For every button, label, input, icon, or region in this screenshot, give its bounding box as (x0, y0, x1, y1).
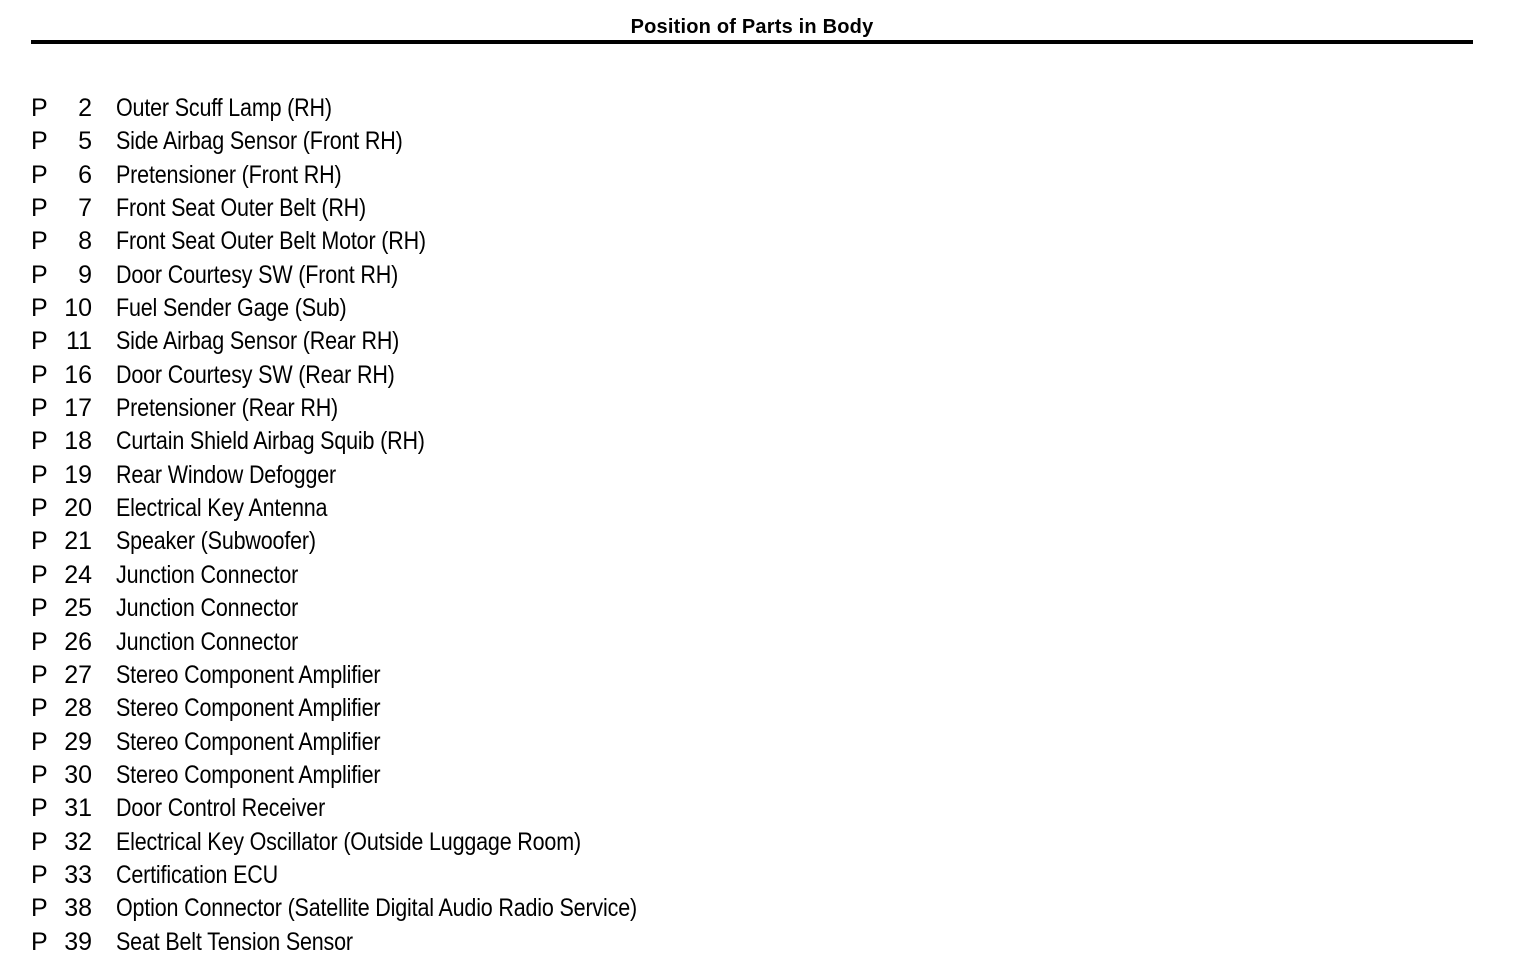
part-name: Side Airbag Sensor (Rear RH) (116, 327, 400, 356)
part-number: 7 (78, 194, 92, 223)
part-number: 9 (78, 260, 92, 289)
part-number: 29 (64, 727, 92, 756)
part-number: 30 (64, 760, 92, 789)
list-item (0, 592, 900, 625)
part-number: 33 (64, 860, 92, 889)
part-prefix: P (31, 227, 48, 256)
part-name: Pretensioner (Front RH) (116, 160, 342, 189)
part-prefix: P (31, 294, 48, 323)
list-item (0, 192, 900, 225)
list-item (0, 359, 900, 392)
part-prefix: P (31, 660, 48, 689)
part-number: 38 (64, 894, 92, 923)
part-prefix: P (31, 627, 48, 656)
part-prefix: P (31, 360, 48, 389)
part-name: Stereo Component Amplifier (116, 660, 381, 689)
page-title: Position of Parts in Body (630, 16, 874, 38)
part-number: 18 (64, 427, 92, 456)
title-divider (31, 40, 1473, 44)
part-number: 21 (64, 527, 92, 556)
part-number: 17 (64, 394, 92, 423)
part-name: Pretensioner (Rear RH) (116, 394, 339, 423)
part-name: Side Airbag Sensor (Front RH) (116, 127, 403, 156)
part-number: 19 (64, 460, 92, 489)
part-prefix: P (31, 194, 48, 223)
part-prefix: P (31, 127, 48, 156)
part-name: Electrical Key Oscillator (Outside Luggage Room) (116, 827, 581, 856)
part-prefix: P (31, 494, 48, 523)
part-name: Outer Scuff Lamp (RH) (116, 94, 332, 122)
part-prefix: P (31, 327, 48, 356)
part-number: 6 (78, 160, 92, 189)
part-name: Door Control Receiver (116, 794, 326, 823)
part-name: Certification ECU (116, 860, 278, 889)
part-name: Seat Belt Tension Sensor (116, 927, 353, 956)
list-item (0, 826, 900, 859)
part-prefix: P (31, 760, 48, 789)
list-item (0, 659, 900, 692)
list-item (0, 459, 900, 492)
part-name: Rear Window Defogger (116, 460, 337, 489)
part-prefix: P (31, 794, 48, 823)
part-prefix: P (31, 594, 48, 623)
part-prefix: P (31, 460, 48, 489)
part-number: 10 (64, 294, 92, 323)
list-item (0, 492, 900, 525)
part-number: 39 (64, 927, 92, 956)
part-prefix: P (31, 260, 48, 289)
part-number: 28 (64, 694, 92, 723)
list-item (0, 292, 900, 325)
part-name: Speaker (Subwoofer) (116, 527, 316, 556)
part-name: Front Seat Outer Belt Motor (RH) (116, 227, 426, 256)
part-name: Junction Connector (116, 627, 299, 656)
part-name: Door Courtesy SW (Front RH) (116, 260, 399, 289)
part-number: 32 (64, 827, 92, 856)
part-prefix: P (31, 894, 48, 923)
part-prefix: P (31, 560, 48, 589)
part-prefix: P (31, 694, 48, 723)
part-number: 11 (66, 327, 92, 356)
part-number: 26 (64, 627, 92, 656)
list-item (0, 392, 900, 425)
list-item (0, 759, 900, 792)
list-item (0, 692, 900, 725)
list-item (0, 726, 900, 759)
part-name: Junction Connector (116, 560, 299, 589)
part-prefix: P (31, 160, 48, 189)
part-name: Front Seat Outer Belt (RH) (116, 194, 367, 223)
part-prefix: P (31, 860, 48, 889)
parts-list (0, 92, 900, 959)
part-name: Option Connector (Satellite Digital Audio Radio Service) (116, 894, 637, 923)
list-item (0, 525, 900, 558)
part-number: 20 (64, 494, 92, 523)
part-name: Stereo Component Amplifier (116, 727, 381, 756)
list-item (0, 792, 900, 825)
list-item (0, 559, 900, 592)
part-name: Door Courtesy SW (Rear RH) (116, 360, 395, 389)
part-number: 27 (64, 660, 92, 689)
part-name: Curtain Shield Airbag Squib (RH) (116, 427, 425, 456)
list-item (0, 425, 900, 458)
part-name: Stereo Component Amplifier (116, 694, 381, 723)
part-prefix: P (31, 527, 48, 556)
list-item (0, 626, 900, 659)
list-item (0, 225, 900, 258)
list-item (0, 92, 900, 125)
part-number: 2 (78, 94, 92, 122)
list-item (0, 125, 900, 158)
part-name: Junction Connector (116, 594, 299, 623)
part-prefix: P (31, 727, 48, 756)
part-prefix: P (31, 94, 48, 122)
part-prefix: P (31, 394, 48, 423)
list-item (0, 159, 900, 192)
part-name: Fuel Sender Gage (Sub) (116, 294, 347, 323)
part-number: 16 (64, 360, 92, 389)
part-number: 25 (64, 594, 92, 623)
list-item (0, 259, 900, 292)
part-number: 24 (64, 560, 92, 589)
part-number: 5 (78, 127, 92, 156)
part-number: 31 (64, 794, 92, 823)
list-item (0, 325, 900, 358)
part-prefix: P (31, 927, 48, 956)
part-number: 8 (78, 227, 92, 256)
list-item (0, 892, 900, 925)
part-name: Stereo Component Amplifier (116, 760, 381, 789)
part-prefix: P (31, 427, 48, 456)
list-item (0, 859, 900, 892)
part-prefix: P (31, 827, 48, 856)
list-item (0, 926, 900, 959)
part-name: Electrical Key Antenna (116, 494, 328, 523)
